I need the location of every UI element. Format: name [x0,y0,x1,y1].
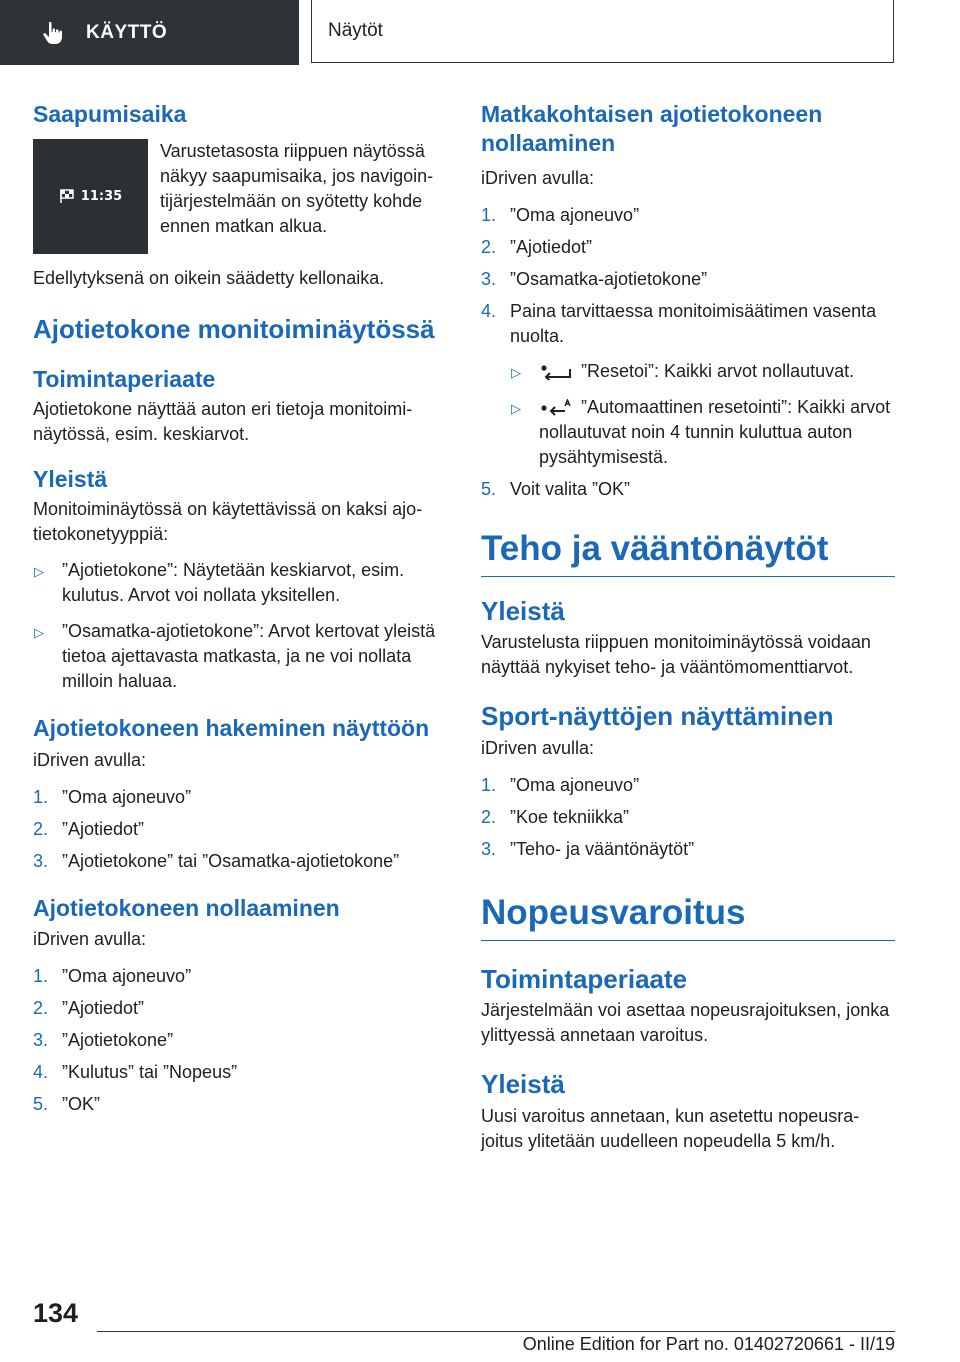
step-item: 1. ”Oma ajoneuvo” [33,786,192,807]
computer-type-list [33,558,445,694]
reset-steps [33,964,445,1117]
step-item: 1. ”Oma ajoneuvo” [481,204,640,225]
trip-reset-steps [481,203,895,502]
speed-general-heading: Yleistä [481,1069,565,1099]
step-item: 5. Voit valita ”OK” [481,478,631,499]
fetch-intro: iDriven avulla: [33,749,147,770]
list-item: ▷ ”Ajotietokone”: Näytetään keskiarvot, esim. kulutus. Arvot voi nollata yksitellen. [34,559,405,605]
step-item: 4. ”Kulutus” tai ”Nopeus” [33,1062,238,1083]
speed-principle-heading: Toimintaperiaate [481,963,688,994]
chapter-header [311,0,894,63]
fetch-heading: Ajotietokoneen hakeminen näyttöön [33,714,430,741]
trip-reset-intro: iDriven avulla: [481,167,595,188]
step-item: 3. ”Ajotietokone” [33,1030,174,1051]
step-item: 2. ”Ajotiedot” [33,818,145,839]
step-item: 2. ”Ajotiedot” [33,998,145,1019]
bullet-triangle-icon: ▷ [511,364,521,380]
arrival-text: Varustetasosta riippuen näytössä näkyy saapumisaika, jos navigointijärjestelmään on syötetty kohde ennen matkan alkua. [160,140,434,236]
sport-heading: Sport-näyttöjen näyttäminen [481,701,834,731]
section-tab [0,0,299,65]
reset-intro: iDriven avulla: [33,929,147,950]
edition-note: Online Edition for Part no. 01402720661 - II/19 [522,1334,895,1354]
list-item: ▷ ”Osamatka-ajotietokone”: Arvot kertovat yleistä tietoa ajettavasta matkasta, ja ne voi nollata milloin haluaa. [34,620,436,691]
step-item: 3. ”Ajotietokone” tai ”Osamatka-ajotietokone” [33,850,400,871]
left-column [33,100,445,1117]
reset-arrow-icon [539,364,573,380]
general-heading: Yleistä [33,466,108,492]
bullet-triangle-icon: ▷ [511,400,521,416]
reset-heading: Ajotietokoneen nollaaminen [33,894,340,921]
bullet-triangle-icon: ▷ [34,624,44,640]
list-item: ▷ ”Automaattinen resetointi”: Kaikki arvot nollautuvat noin 4 tunnin kuluttua auton pysähtymisestä. [511,396,891,467]
fetch-steps [33,785,445,874]
power-general-heading: Yleistä [481,595,565,626]
general-text: Monitoiminäytössä on käytettävissä on kaksi ajotietokonetyyppiä: [33,498,423,544]
arrival-heading: Saapumisaika [33,101,187,127]
arrival-display-image [33,139,148,254]
power-general-text: Varustelusta riippuen monitoiminäytössä voidaan näyttää nykyiset teho- ja vääntömomenttiarvot. [481,632,871,677]
step-item: 1. ”Oma ajoneuvo” [33,966,192,987]
step-item: 3. ”Teho- ja vääntönäytöt” [481,838,695,859]
step-item: 1. ”Oma ajoneuvo” [481,774,640,795]
trip-computer-heading: Ajotietokone monitoiminäytössä [33,313,435,344]
arrival-block [33,139,445,254]
destination-flag-icon [59,188,75,204]
speed-warning-heading: Nopeusvaroitus [481,892,895,941]
right-column [481,100,895,1154]
principle-heading: Toimintaperiaate [33,366,216,393]
step-item: 5. ”OK” [33,1094,100,1115]
arrival-note: Edellytyksenä on oikein säädetty kellonaika. [33,267,385,288]
sport-steps [481,773,895,862]
bullet-triangle-icon: ▷ [34,563,44,579]
speed-general-text: Uusi varoitus annetaan, kun asetettu nopeusrajoitus ylitetään uudelleen nopeudella 5 km/h. [481,1105,860,1151]
step-item: 2. ”Ajotiedot” [481,236,593,257]
power-torque-heading: Teho ja vääntönäytöt [481,528,895,577]
footer-divider [97,1331,895,1332]
section-tab-label: KÄYTTÖ [86,21,168,43]
reset-options-list [510,359,895,470]
arrival-display-time: 11:35 [80,188,123,204]
sport-intro: iDriven avulla: [481,737,595,758]
hand-pointer-icon [40,20,66,46]
step-item: 4. Paina tarvittaessa monitoimisäätimen vasenta nuolta. ▷ ”Resetoi”: Kaikki arvot nollautuvat. ▷ ”Automaattinen resetointi”: Kaikki arvot nollautuvat noin 4 tunnin kuluttua auton pysähtymisestä. [481,299,895,470]
step-item: 3. ”Osamatka-ajotietokone” [481,268,708,289]
chapter-title: Näytöt [328,20,383,41]
step-item: 2. ”Koe tekniikka” [481,806,630,827]
auto-reset-arrow-icon [539,399,573,417]
page-number: 134 [33,1298,79,1328]
principle-text: Ajotietokone näyttää auton eri tietoja monitoiminäytössä, esim. keskiarvot. [33,399,413,444]
trip-reset-heading: Matkakohtaisen ajotietokoneen nollaaminen [481,101,823,156]
speed-principle-text: Järjestelmään voi asettaa nopeusrajoituksen, jonka ylittyessä annetaan varoitus. [481,1000,890,1045]
list-item: ▷ ”Resetoi”: Kaikki arvot nollautuvat. [510,359,895,384]
